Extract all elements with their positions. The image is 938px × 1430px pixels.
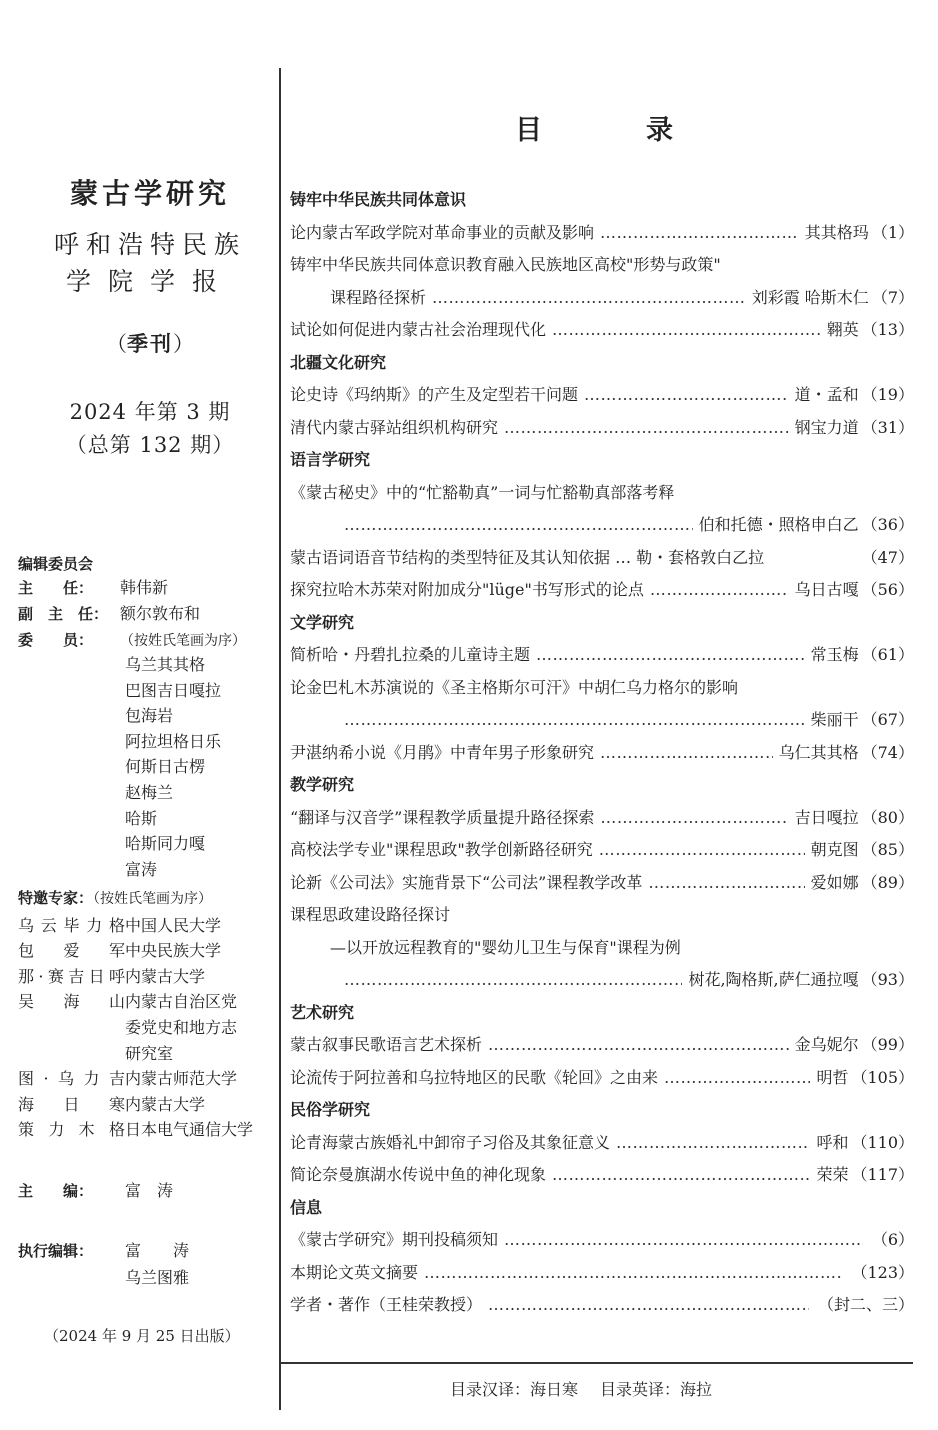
cn-translator: 目录汉译：海日寒 [450,1380,579,1399]
toc-entry-page: （13） [861,320,914,339]
toc-entry-title: 尹湛纳希小说《月鹃》中青年男子形象研究 [290,742,595,762]
toc-entry-title: 探究拉哈木苏荣对附加成分"lüge"书写形式的论点 [290,580,644,599]
toc-entry-title: 论流传于阿拉善和乌拉特地区的民歌《轮回》之由来 [290,1067,659,1087]
expert-name: 海日寒 [18,1094,125,1114]
experts-heading: 特邀专家： [18,889,94,907]
expert-row [18,938,278,964]
member-item: 富涛 [125,859,158,879]
toc-entry-author: 刘彩霞 哈斯木仁 [751,287,869,307]
expert-row [18,913,278,939]
leader-dots [600,802,788,835]
toc-entry-page: （67） [861,710,914,729]
toc-entry-page: （封二、三） [817,1295,914,1314]
journal-name: 蒙古学研究 [69,177,230,210]
exec-editor-name: 乌兰图雅 [125,1267,190,1287]
toc-entry [290,217,914,250]
frequency: （季刊） [106,331,194,356]
toc-entry [290,1289,914,1322]
toc-entry-author: 道・孟和 [794,385,859,404]
toc-entry [290,704,914,737]
deputy-name: 额尔敦布和 [120,604,201,623]
toc-entry-title-line: 铸牢中华民族共同体意识教育融入民族地区高校"形势与政策" [290,255,721,274]
toc-entry-page: （6） [871,1230,914,1249]
director-name: 韩伟新 [120,578,169,597]
toc-entry [290,574,914,607]
toc-entry-author: 爱如娜 [810,872,859,892]
toc-section-heading: 北疆文化研究 [290,352,387,372]
toc-entry-author: 呼和 [816,1132,849,1152]
leader-dots [344,704,805,737]
toc-entry-author: 吉日嘎拉 [794,807,859,827]
toc-entry-title: 本期论文英文摘要 [290,1262,419,1282]
leader-dots [488,1289,809,1322]
member-item: 何斯日古楞 [125,757,206,777]
toc-entry-page: （47） [861,547,914,567]
leader-dots [600,737,773,770]
toc-entry-author: 常玉梅 [810,645,859,664]
footer-credits [450,1377,734,1400]
toc-entry-author: 乌日古嘎 [794,580,859,599]
toc-entry-author: 朝克图 [810,840,859,859]
toc-entry-title: 蒙古叙事民歌语言艺术探析 [290,1035,483,1054]
toc-entry [290,834,914,867]
expert-name: 乌云毕力格 [18,915,125,935]
toc-entry-page: （123） [851,1262,914,1282]
leader-dots [552,1159,810,1192]
toc-entry [290,542,914,575]
leader-dots [584,379,789,412]
toc-entry-title: 简析哈・丹碧扎拉桑的儿童诗主题 [290,645,531,664]
exec-editor-block [18,1238,189,1290]
toc-section-heading: 语言学研究 [290,450,371,469]
toc-entry-page: （93） [861,970,914,989]
member-item: 乌兰其其格 [125,655,206,674]
publish-date: （2024 年 9 月 25 日出版） [44,1327,240,1345]
chief-editor-name: 富 涛 [125,1181,174,1200]
leader-dots [344,964,682,997]
toc-entry-title: 课程路径探析 [330,287,427,307]
experts-note: （按姓氏笔画为序） [93,891,213,907]
director-label: 主 任： [18,579,94,597]
toc-entry-page: （105） [851,1067,914,1087]
toc-entry-page: （85） [861,840,914,859]
expert-row [18,1015,278,1041]
table-of-contents [290,184,914,1322]
toc-entry-title-line: 论金巴札木苏演说的《圣主格斯尔可汗》中胡仁乌力格尔的影响 [290,677,739,697]
toc-entry-page: （89） [861,872,914,892]
toc-entry-page: （1） [871,222,914,242]
toc-entry-title: 论新《公司法》实施背景下“公司法”课程教学改革 [290,872,643,892]
leader-dots [599,834,805,867]
leader-dots [616,1127,810,1160]
expert-row [18,964,278,990]
leader-dots [504,1224,863,1257]
toc-entry [290,282,914,315]
toc-entry-author: 柴丽干 [810,710,859,729]
toc-section-heading: 民俗学研究 [290,1100,371,1119]
toc-section-heading: 信息 [290,1197,323,1217]
toc-entry-page: （61） [861,645,914,664]
expert-org: 内蒙古师范大学 [125,1069,238,1089]
toc-entry-page: （19） [861,385,914,404]
leader-dots [600,217,799,250]
toc-entry-author: 钢宝力道 [794,417,859,437]
toc-entry-title-line: 《蒙古秘史》中的“忙豁勒真”一词与忙豁勒真部落考释 [290,482,675,502]
toc-entry-title: 高校法学专业"课程思政"教学创新路径研究 [290,840,593,859]
expert-name [18,1015,125,1041]
toc-entry-author: 其其格玛 [804,222,869,242]
toc-section-heading: 文学研究 [290,612,355,632]
toc-entry-title-line: 课程思政建设路径探讨 [290,905,451,924]
toc-entry-title: 论内蒙古军政学院对革命事业的贡献及影响 [290,222,595,242]
toc-entry [290,964,914,997]
toc-entry [290,1029,914,1062]
leader-dots [344,509,693,542]
members-list [125,652,221,882]
toc-entry-page: （74） [861,742,914,762]
toc-entry-title: 论史诗《玛纳斯》的产生及定型若干问题 [290,385,579,404]
toc-entry [290,1257,914,1290]
expert-name: 包爱军 [18,941,125,961]
toc-entry [290,737,914,770]
toc-entry-title: 清代内蒙古驿站组织机构研究 [290,417,499,437]
expert-org: 委党史和地方志 [125,1017,238,1037]
member-item: 阿拉坦格日乐 [125,731,222,751]
member-item: 赵梅兰 [125,782,174,802]
toc-entry [290,802,914,835]
toc-entry-author: 明哲 [816,1067,849,1087]
toc-entry [290,867,914,900]
members-label: 委 员： [18,631,94,649]
footer-divider [281,1362,913,1364]
toc-entry-title-line: —以开放远程教育的"婴幼儿卫生与保育"课程为例 [330,937,681,957]
issue-number: 2024 年第 3 期 [69,400,231,424]
chief-editor-label: 主 编： [18,1182,94,1200]
school-name-line1: 呼和浩特民族 [53,230,246,259]
toc-entry-author: 荣荣 [816,1165,849,1184]
toc-entry-title: 学者・著作（王桂荣教授） [290,1295,483,1314]
experts-block [18,885,278,1143]
expert-row [18,1092,278,1118]
toc-entry-title: 简论奈曼旗湖水传说中鱼的神化现象 [290,1165,547,1184]
toc-entry [290,1127,914,1160]
toc-entry-page: （99） [861,1035,914,1054]
frequency-label: 季刊 [127,331,173,356]
toc-entry-page: （117） [851,1165,914,1184]
toc-entry-title: 试论如何促进内蒙古社会治理现代化 [290,320,547,339]
expert-org: 中国人民大学 [125,915,222,935]
toc-entry-page: （110） [851,1132,914,1152]
toc-entry-title: 《蒙古学研究》期刊投稿须知 [290,1230,499,1249]
toc-section-heading: 艺术研究 [290,1002,355,1022]
toc-entry [290,314,914,347]
deputy-label: 副 主 任： [18,605,109,623]
expert-row [18,1041,278,1067]
chief-editor-row [18,1178,173,1201]
expert-org: 内蒙古自治区党 [125,992,238,1012]
toc-entry-page: （7） [871,287,914,307]
toc-entry [290,1062,914,1095]
exec-editor-name: 富 涛 [125,1241,190,1260]
member-item: 哈斯同力嘎 [125,834,206,854]
total-issue-number: （总第 132 期） [65,433,235,457]
toc-entry-page: （31） [861,417,914,437]
toc-section-heading: 教学研究 [290,775,355,794]
toc-entry [290,379,914,412]
toc-entry-author: 乌仁其其格 [778,742,859,762]
toc-entry-title: 蒙古语词语音节结构的类型特征及其认知依据 … 勒・套格敦白乙拉 [290,547,765,567]
toc-entry-author: 金乌妮尔 [794,1035,859,1054]
members-note: （按姓氏笔画为序） [120,633,246,649]
expert-name: 策力木格 [18,1120,125,1140]
toc-entry [290,412,914,445]
leader-dots [650,574,789,607]
toc-entry-author: 树花,陶格斯,萨仁通拉嘎 [688,970,859,989]
toc-entry-page: （80） [861,807,914,827]
expert-org: 研究室 [125,1043,174,1063]
member-item: 巴图吉日嘎拉 [125,680,222,700]
deputy-row [18,601,200,628]
leader-dots [488,1029,789,1062]
expert-row [18,1117,278,1143]
leader-dots [664,1062,810,1095]
toc-entry-page: （56） [861,580,914,599]
members-row [18,627,246,655]
toc-entry-author: 翱英 [826,320,859,339]
leader-dots [648,867,804,900]
toc-entry [290,509,914,542]
expert-row [18,989,278,1015]
leader-dots [552,314,821,347]
leader-dots [424,1257,842,1290]
toc-entry-title: “翻译与汉音学”课程教学质量提升路径探索 [290,807,595,827]
en-translator: 目录英译：海拉 [600,1380,713,1399]
expert-org: 内蒙古大学 [125,1094,206,1114]
director-row [18,575,168,602]
expert-row [18,1066,278,1092]
expert-name: 吴海山 [18,992,125,1012]
toc-title: 目录 [515,115,777,146]
toc-entry-page: （36） [861,515,914,534]
board-heading: 编辑委员会 [18,555,94,573]
leader-dots [504,412,789,445]
school-name-line2: 学院学报 [65,267,234,296]
expert-org: 日本电气通信大学 [125,1120,254,1140]
exec-editor-label: 执行编辑： [18,1242,94,1260]
toc-entry-title: 论青海蒙古族婚礼中卸帘子习俗及其象征意义 [290,1132,611,1152]
expert-org: 中央民族大学 [125,941,222,961]
leader-dots [432,282,746,315]
expert-org: 内蒙古大学 [125,966,206,986]
leader-dots [536,639,805,672]
toc-section-heading: 铸牢中华民族共同体意识 [290,190,467,209]
expert-name: 那·赛吉日呼 [18,966,125,986]
expert-name [18,1041,125,1067]
toc-entry-author: 伯和托德・照格申白乙 [698,515,859,534]
toc-entry [290,639,914,672]
expert-name: 图·乌力吉 [18,1069,125,1089]
toc-entry [290,1159,914,1192]
member-item: 包海岩 [125,706,174,726]
toc-entry [290,1224,914,1257]
member-item: 哈斯 [125,808,158,828]
